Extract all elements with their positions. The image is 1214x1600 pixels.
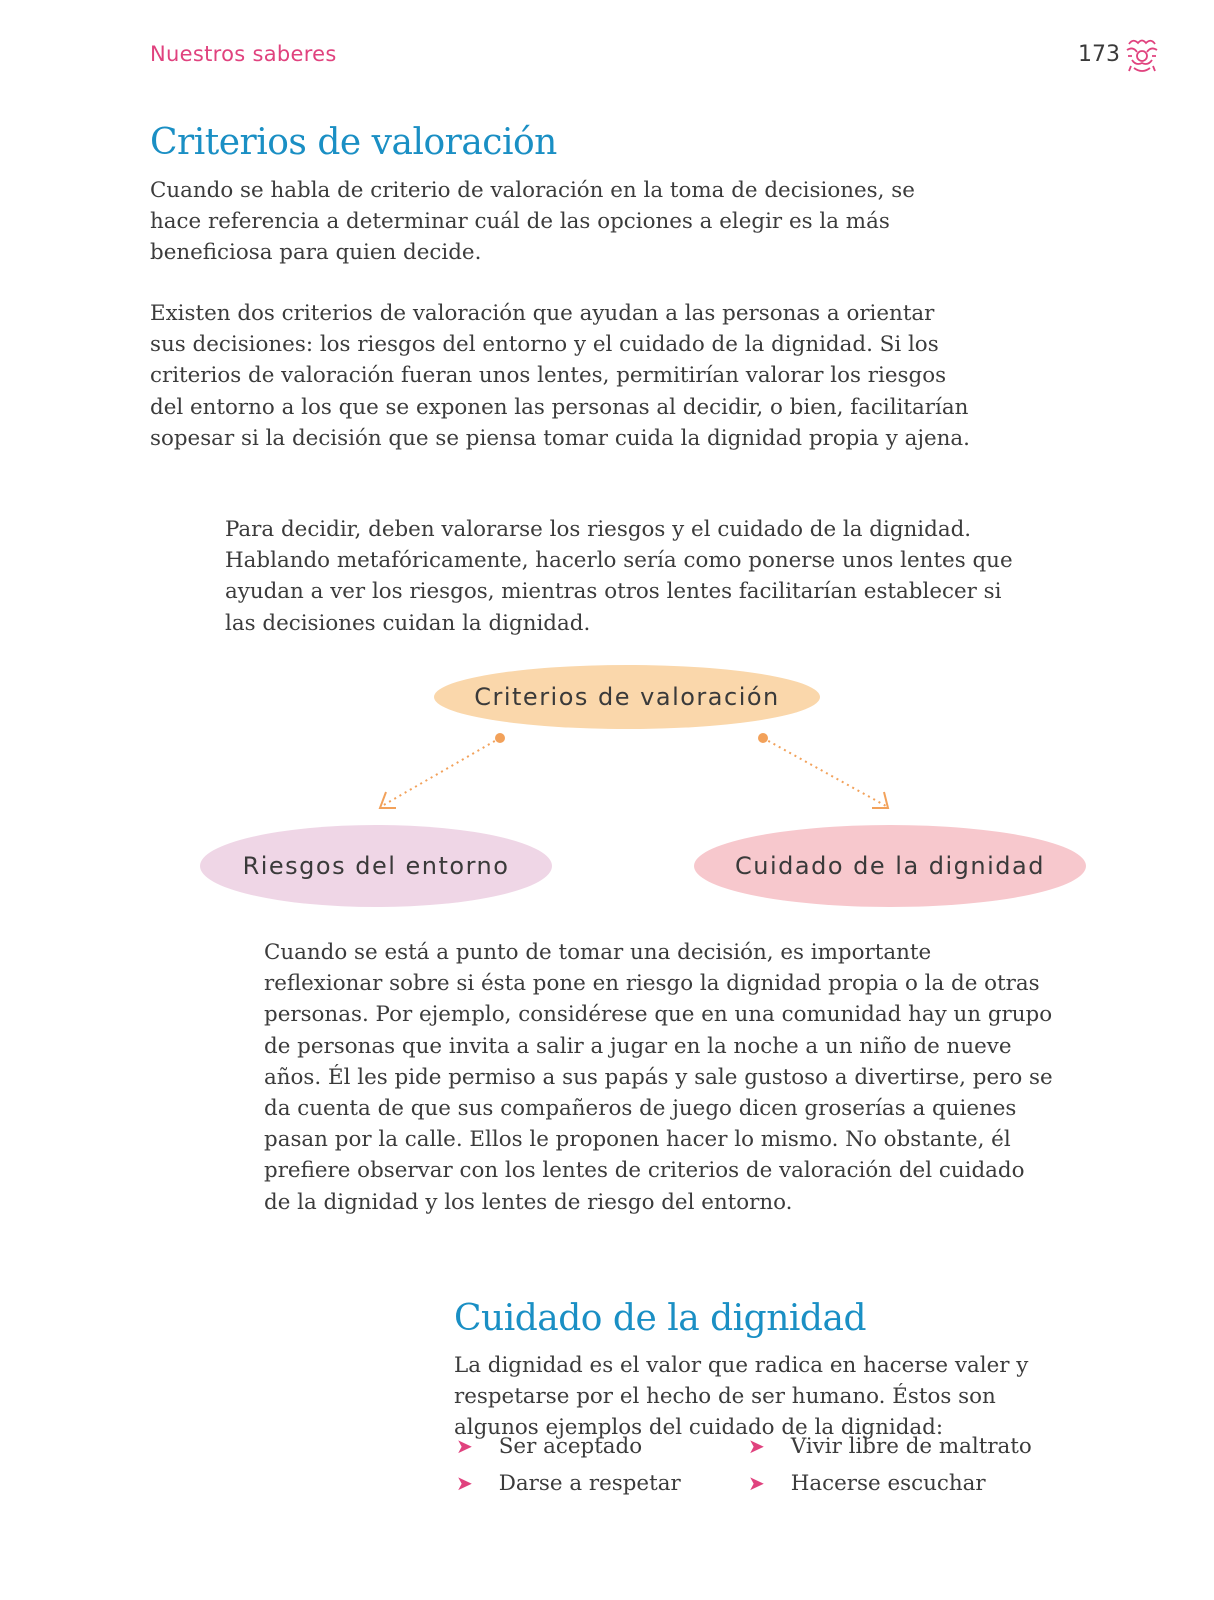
section-header: Nuestros saberes: [150, 42, 337, 66]
list-item-label: Darse a respetar: [498, 1471, 681, 1496]
paragraph: Existen dos criterios de valoración que ayudan a las personas a orientar sus decisiones: los riesgos del entorno y el cuidado de la dignidad. Si los criterios de valoración fueran unos lentes, permitirían valorar los riesgos del entorno a los que se exponen las personas al decidir, o bien, facilitarían sopesar si la decisión que se piensa tomar cuida la dignidad propia y ajena.: [150, 301, 970, 451]
arrowhead-left: [380, 792, 396, 808]
arrow-bullet-icon: ➤: [748, 1471, 765, 1495]
arrow-bullet-icon: ➤: [456, 1471, 473, 1495]
list-item: [748, 1434, 1032, 1459]
section-title-criterios: Criterios de valoración: [150, 122, 557, 163]
paragraph: La dignidad es el valor que radica en hacerse valer y respetarse por el hecho de ser humano. Éstos son algunos ejemplos del cuidado de la dignidad:: [454, 1353, 1029, 1441]
indented-paragraph: Para decidir, deben valorarse los riesgos y el cuidado de la dignidad. Hablando metafóricamente, hacerlo sería como ponerse unos lentes que ayudan a ver los riesgos, mientras otros lentes facilitarían establecer si las decisiones cuidan la dignidad.: [225, 517, 1013, 636]
arrow-bullet-icon: ➤: [456, 1434, 473, 1458]
page-number: 173: [1078, 42, 1120, 67]
ornament-glyph-icon: [1123, 36, 1161, 76]
list-item: [456, 1471, 681, 1496]
arrow-bullet-icon: ➤: [748, 1434, 765, 1458]
indented-paragraph: Cuando se está a punto de tomar una decisión, es importante reflexionar sobre si ésta pone en riesgo la dignidad propia o la de otras personas. Por ejemplo, considérese que en una comunidad hay un grupo de personas que invita a salir a jugar en la noche a un niño de nueve años. Él les pide permiso a sus papás y sale gustoso a divertirse, pero se da cuenta de que sus compañeros de juego dicen groserías a quienes pasan por la calle. Ellos le proponen hacer lo mismo. No obstante, él prefiere observar con los lentes de criterios de valoración del cuidado de la dignidad y los lentes de riesgo del entorno.: [264, 940, 1053, 1215]
connector-right: [763, 738, 886, 806]
arrowhead-right: [872, 792, 888, 808]
diagram-root-bubble: Criterios de valoración: [434, 665, 820, 729]
connector-dot-right: [758, 733, 768, 743]
list-item-label: Hacerse escuchar: [790, 1471, 986, 1496]
list-item: [748, 1471, 986, 1496]
diagram-bubble-dignidad: Cuidado de la dignidad: [694, 825, 1086, 907]
list-item-label: Ser aceptado: [498, 1434, 643, 1459]
paragraph: Cuando se habla de criterio de valoración en la toma de decisiones, se hace referencia a determinar cuál de las opciones a elegir es la más beneficiosa para quien decide.: [150, 178, 915, 266]
connector-dot-left: [495, 733, 505, 743]
section-title-dignidad: Cuidado de la dignidad: [454, 1298, 866, 1339]
connector-left: [382, 738, 500, 806]
diagram-bubble-riesgos: Riesgos del entorno: [200, 825, 552, 907]
list-item-label: Vivir libre de maltrato: [790, 1434, 1032, 1459]
list-item: [456, 1434, 642, 1459]
